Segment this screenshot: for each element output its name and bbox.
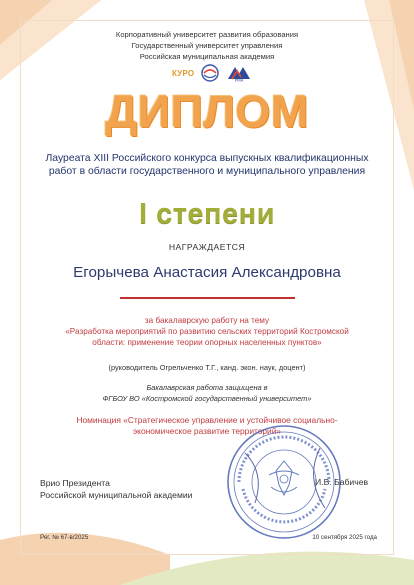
diploma-title: ДИПЛОМ [105,86,309,137]
defended-block [0,382,414,404]
defended-line-2: ФГБОУ ВО «Костромской государственный университет» [102,394,312,403]
work-intro: за бакалаврскую работу на тему [144,316,270,325]
registration-number: Рег. № 67-в/2025 [40,534,89,541]
signatory-position-line-2: Российской муниципальной академии [40,490,193,500]
rma-logo-icon [226,64,252,82]
work-block [50,315,364,348]
org-line-3: Российская муниципальная академия [139,52,275,61]
signatory-name: И.В. Бабичев [315,477,369,487]
issue-date: 10 сентября 2025 года [312,534,377,541]
org-line-2: Государственный университет управления [131,41,283,50]
logos-row [172,63,252,83]
recipient-name: Егорычева Анастасия Александровна [73,264,341,281]
university-emblem-icon [200,64,220,82]
divider-rule [120,297,295,299]
awarded-label: НАГРАЖДАЕТСЯ [168,242,246,252]
org-line-1: Корпоративный университет развития образования [115,30,299,39]
supervisor-text: (руководитель Огрельченко Т.Г., канд. экон. наук, доцент) [108,363,306,372]
work-topic: «Разработка мероприятий по развитию сельских территорий Костромской области: применение теории опорных населенных пунктов» [65,327,349,347]
signatory-position [40,477,192,501]
laureate-text: Лауреата XIII Российского конкурса выпускных квалификационных работ в области государственного и муниципального управления [45,153,369,177]
degree-text: I степени [138,198,276,230]
rma-logo-text: РМА [235,77,244,82]
nomination-text: Номинация «Стратегическое управление и устойчивое социально-экономическое развитие территорий» [76,415,338,436]
defended-line-1: Бакалаврская работа защищена в [146,383,268,392]
signatory-position-line-1: Врио Президента [40,478,110,488]
kuro-logo: КУРО [172,68,195,78]
